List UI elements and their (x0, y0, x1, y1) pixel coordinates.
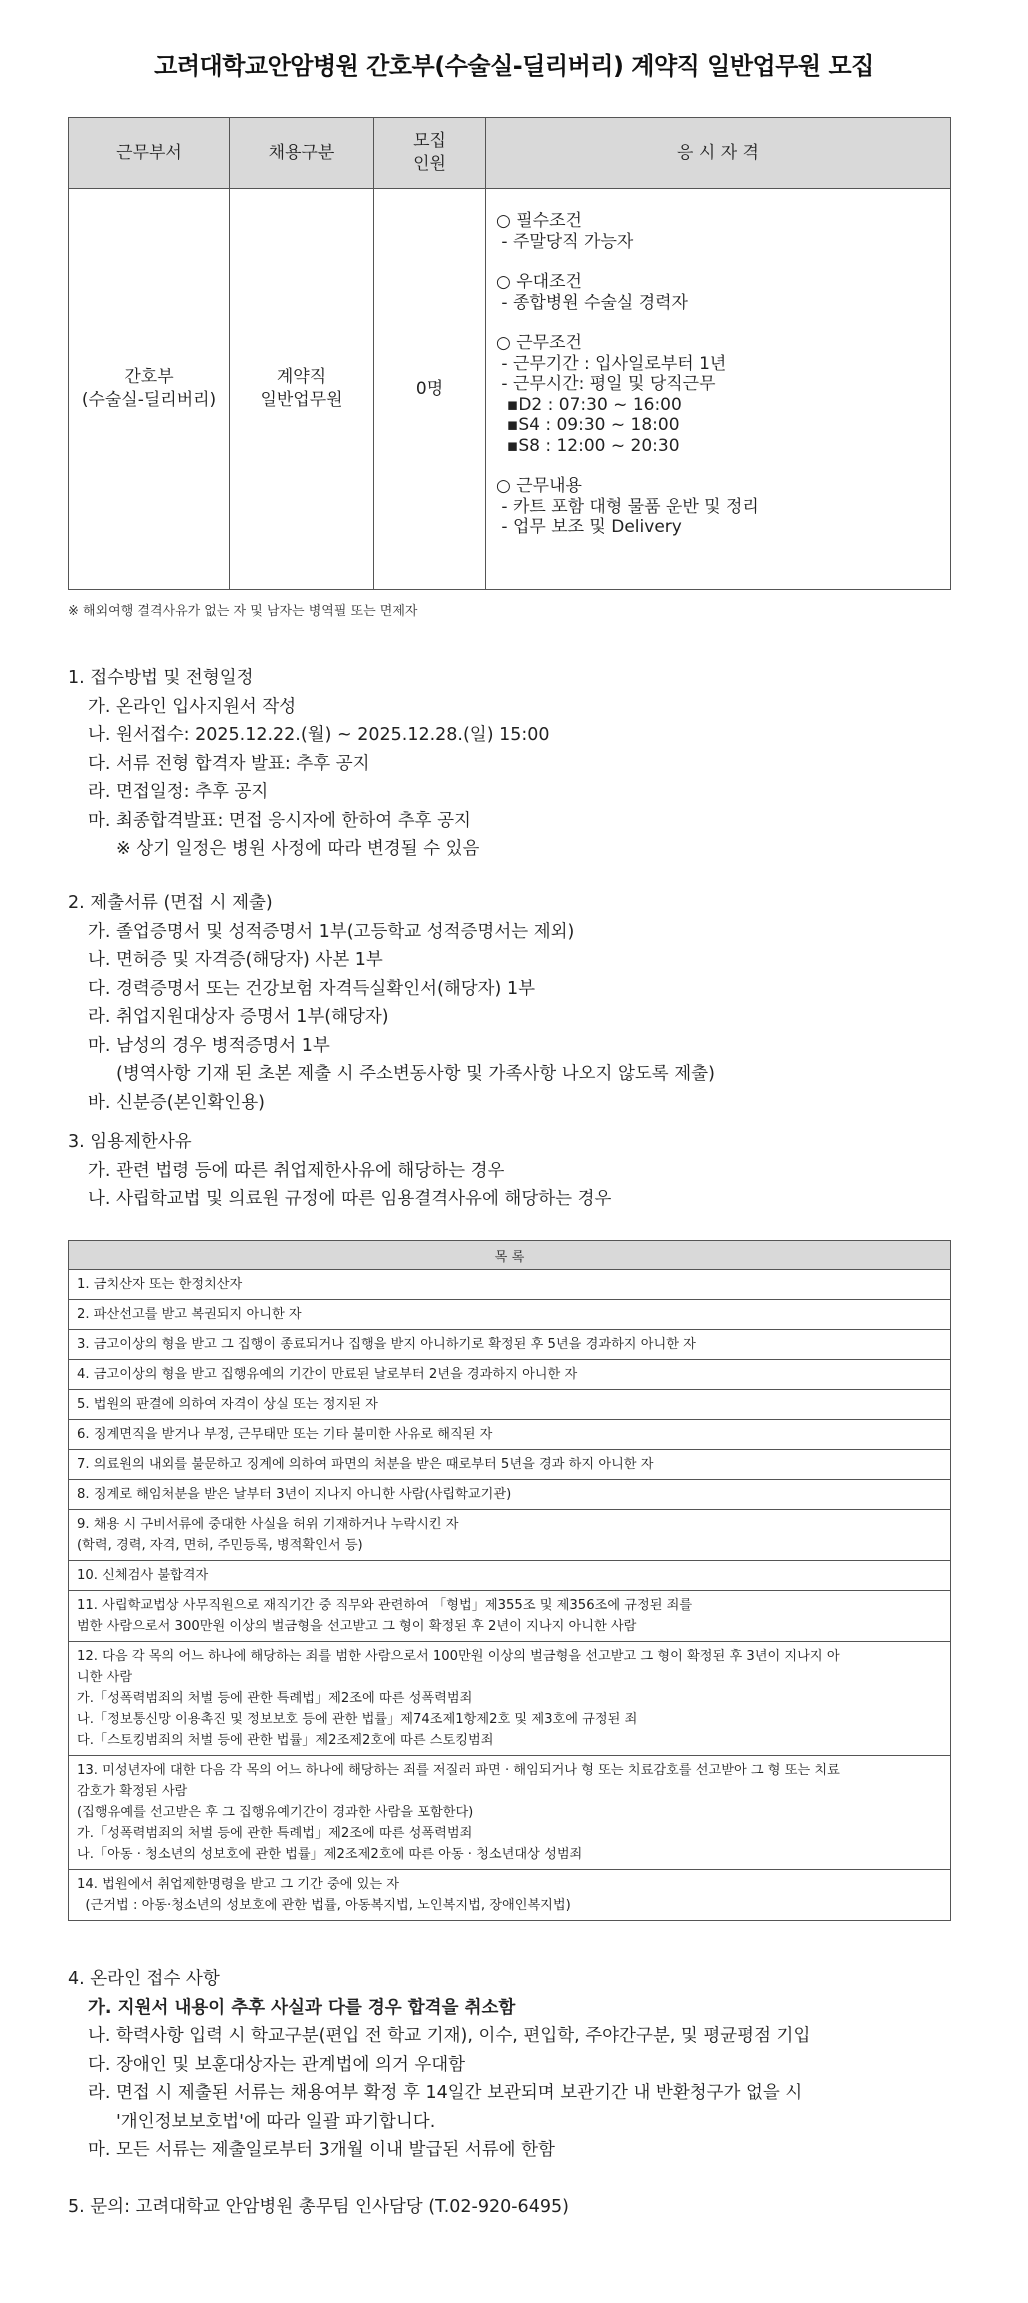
cell-line: (학력, 경력, 자격, 면허, 주민등록, 병적확인서 등) (77, 1538, 363, 1553)
table-cell (69, 1510, 951, 1561)
list-item: 다. 서류 전형 합격자 발표: 추후 공지 (88, 753, 370, 774)
list-item: 다. 장애인 및 보훈대상자는 관계법에 의거 우대함 (88, 2054, 466, 2075)
type-cell: 계약직 일반업무원 (230, 189, 374, 590)
table-cell (69, 1642, 951, 1756)
list-item: 가. 온라인 입사지원서 작성 (88, 696, 297, 717)
table-cell (69, 1870, 951, 1921)
list-item-sub: (병역사항 기재 된 초본 제출 시 주소변동사항 및 가족사항 나오지 않도록 제출) (116, 1064, 715, 1084)
cell-line: 3. 금고이상의 형을 받고 그 집행이 종료되거나 집행을 받지 아니하기로 확정된 후 5년을 경과하지 아니한 자 (77, 1337, 696, 1352)
table-cell (69, 1591, 951, 1642)
qualification-heading: ○ 근무내용 (496, 476, 582, 496)
list-item: 나. 면허증 및 자격증(해당자) 사본 1부 (88, 950, 383, 970)
cell-line: 나.「아동 · 청소년의 성보호에 관한 법률」제2조제2호에 따른 아동 · 청소년대상 성범죄 (77, 1847, 583, 1862)
cell-line: 니한 사람 (77, 1670, 133, 1685)
table-row (69, 1390, 951, 1420)
header-dept: 근무부서 (69, 118, 230, 189)
dept-cell: 간호부 (수술실-딜리버리) (69, 189, 230, 590)
table-row (69, 1330, 951, 1360)
section-restrictions (68, 1128, 968, 1214)
table-row (69, 1270, 951, 1300)
table-row (69, 1450, 951, 1480)
disqualification-table (68, 1240, 951, 1921)
qualification-line: - 근무기간 : 입사일로부터 1년 (496, 353, 727, 374)
contact-info: 5. 문의: 고려대학교 안암병원 총무팀 인사담당 (T.02-920-6495) (68, 2197, 569, 2217)
list-item: 가. 졸업증명서 및 성적증명서 1부(고등학교 성적증명서는 제외) (88, 921, 575, 942)
cell-line: 9. 채용 시 구비서류에 중대한 사실을 허위 기재하거나 누락시킨 자 (77, 1517, 459, 1532)
section-heading: 2. 제출서류 (면접 시 제출) (68, 893, 273, 913)
cell-line: 가.「성폭력범죄의 처벌 등에 관한 특례법」제2조에 따른 성폭력범죄 (77, 1826, 473, 1841)
list-item: 다. 경력증명서 또는 건강보험 자격득실확인서(해당자) 1부 (88, 978, 535, 999)
qualification-heading: ○ 우대조건 (496, 272, 582, 292)
table-row (69, 1870, 951, 1921)
qualification-line: - 종합병원 수술실 경력자 (496, 292, 688, 313)
list-item: 나. 원서접수: 2025.12.22.(월) ~ 2025.12.28.(일) 15:00 (88, 725, 550, 745)
table-row (69, 1420, 951, 1450)
section-documents (68, 889, 968, 1117)
table-cell (69, 1360, 951, 1390)
header-count: 모집 인원 (374, 118, 486, 189)
header-type: 채용구분 (230, 118, 374, 189)
qualification-line: - 근무시간: 평일 및 당직근무 (496, 374, 716, 394)
cell-line: 8. 징계로 해임처분을 받은 날부터 3년이 지나지 아니한 사람(사립학교기관) (77, 1487, 512, 1502)
section-heading: 3. 임용제한사유 (68, 1132, 192, 1152)
table-row (69, 1756, 951, 1870)
list-item: 마. 최종합격발표: 면접 응시자에 한하여 추후 공지 (88, 810, 471, 831)
cell-line: 4. 금고이상의 형을 받고 집행유예의 기간이 만료된 날로부터 2년을 경과하지 아니한 자 (77, 1367, 578, 1382)
list-item: 마. 남성의 경우 병적증명서 1부 (88, 1035, 330, 1056)
table-row (69, 1480, 951, 1510)
header-qualification: 응 시 자 격 (486, 118, 951, 189)
table-cell (69, 1270, 951, 1300)
table-cell (69, 1561, 951, 1591)
qualification-heading: ○ 필수조건 (496, 211, 582, 231)
list-item: 라. 면접일정: 추후 공지 (88, 782, 269, 802)
schedule-note: ※ 상기 일정은 병원 사정에 따라 변경될 수 있음 (116, 839, 480, 859)
qualification-cell (486, 189, 951, 590)
table-row (69, 1561, 951, 1591)
qualification-line: ▪S8 : 12:00 ~ 20:30 (496, 435, 680, 456)
table-cell (69, 1420, 951, 1450)
list-item-sub: '개인정보보호법'에 따라 일괄 파기합니다. (116, 2111, 436, 2132)
section-heading: 1. 접수방법 및 전형일정 (68, 668, 254, 688)
cell-line: 가.「성폭력범죄의 처벌 등에 관한 특례법」제2조에 따른 성폭력범죄 (77, 1691, 473, 1706)
qualification-line: - 주말당직 가능자 (496, 231, 634, 252)
section-online (68, 1965, 968, 2165)
list-item: 마. 모든 서류는 제출일로부터 3개월 이내 발급된 서류에 한함 (88, 2140, 555, 2160)
cell-line: 범한 사람으로서 300만원 이상의 벌금형을 선고받고 그 형이 확정된 후 2년이 지나지 아니한 사람 (77, 1619, 637, 1634)
list-item: 라. 면접 시 제출된 서류는 채용여부 확정 후 14일간 보관되며 보관기간 내 반환청구가 없을 시 (88, 2083, 803, 2103)
table-cell (69, 1756, 951, 1870)
recruitment-table (68, 117, 951, 590)
table-cell (69, 1330, 951, 1360)
cell-line: 나.「정보통신망 이용촉진 및 정보보호 등에 관한 법률」제74조제1항제2호 및 제3호에 규정된 죄 (77, 1712, 638, 1727)
section-heading: 4. 온라인 접수 사항 (68, 1969, 220, 1989)
cell-line: 11. 사립학교법상 사무직원으로 재직기간 중 직무와 관련하여 「형법」제355조 및 제356조에 규정된 죄를 (77, 1598, 693, 1613)
cell-line: 7. 의료원의 내외를 불문하고 징계에 의하여 파면의 처분을 받은 때로부터 5년을 경과 하지 아니한 자 (77, 1457, 654, 1472)
qualification-line: ▪S4 : 09:30 ~ 18:00 (496, 415, 680, 435)
cell-line: 1. 금치산자 또는 한정치산자 (77, 1277, 243, 1292)
list-item-emphasis: 가. 지원서 내용이 추후 사실과 다를 경우 합격을 취소함 (88, 1997, 516, 2018)
table-row (69, 1300, 951, 1330)
cell-line: 13. 미성년자에 대한 다음 각 목의 어느 하나에 해당하는 죄를 저질러 파면 · 해임되거나 형 또는 치료감호를 선고받아 그 형 또는 치료 (77, 1763, 840, 1778)
cell-line: 감호가 확정된 사람 (77, 1784, 188, 1799)
list-item: 나. 학력사항 입력 시 학교구분(편입 전 학교 기재), 이수, 편입학, 주야간구분, 및 평균평점 기입 (88, 2026, 811, 2046)
qualification-line: - 업무 보조 및 Delivery (496, 517, 682, 537)
cell-line: (근거법 : 아동·청소년의 성보호에 관한 법률, 아동복지법, 노인복지법, 장애인복지법) (77, 1898, 571, 1913)
qualification-line: ▪D2 : 07:30 ~ 16:00 (496, 394, 682, 415)
qualification-line: - 카트 포함 대형 물품 운반 및 정리 (496, 496, 759, 517)
list-item: 가. 관련 법령 등에 따른 취업제한사유에 해당하는 경우 (88, 1160, 505, 1181)
list-item: 나. 사립학교법 및 의료원 규정에 따른 임용결격사유에 해당하는 경우 (88, 1189, 612, 1209)
cell-line: 5. 법원의 판결에 의하여 자격이 상실 또는 정지된 자 (77, 1397, 378, 1412)
cell-line: 2. 파산선고를 받고 복권되지 아니한 자 (77, 1307, 302, 1322)
table-cell (69, 1300, 951, 1330)
list-header: 목 록 (69, 1241, 951, 1270)
cell-line: 6. 징계면직을 받거나 부정, 근무태만 또는 기타 불미한 사유로 해직된 자 (77, 1427, 493, 1442)
list-item: 라. 취업지원대상자 증명서 1부(해당자) (88, 1007, 389, 1027)
table-row (69, 1642, 951, 1756)
table-cell (69, 1390, 951, 1420)
cell-line: (집행유예를 선고받은 후 그 집행유예기간이 경과한 사람을 포함한다) (77, 1805, 474, 1820)
table-cell (69, 1480, 951, 1510)
cell-line: 14. 법원에서 취업제한명령을 받고 그 기간 중에 있는 자 (77, 1877, 400, 1892)
table-cell (69, 1450, 951, 1480)
table-row (69, 1591, 951, 1642)
count-cell: 0명 (374, 189, 486, 590)
qualification-list (486, 189, 950, 538)
table-row (69, 1510, 951, 1561)
military-note: ※ 해외여행 결격사유가 없는 자 및 남자는 병역필 또는 면제자 (68, 604, 418, 619)
qualification-heading: ○ 근무조건 (496, 333, 582, 353)
cell-line: 10. 신체검사 불합격자 (77, 1568, 209, 1583)
page-title: 고려대학교안암병원 간호부(수술실-딜리버리) 계약직 일반업무원 모집 (154, 52, 874, 80)
cell-line: 다.「스토킹범죄의 처벌 등에 관한 법률」제2조제2호에 따른 스토킹범죄 (77, 1733, 494, 1748)
section-application (68, 664, 968, 864)
cell-line: 12. 다음 각 목의 어느 하나에 해당하는 죄를 범한 사람으로서 100만원 이상의 벌금형을 선고받고 그 형이 확정된 후 3년이 지나지 아 (77, 1649, 840, 1664)
table-row (69, 1360, 951, 1390)
list-item: 바. 신분증(본인확인용) (88, 1092, 265, 1113)
